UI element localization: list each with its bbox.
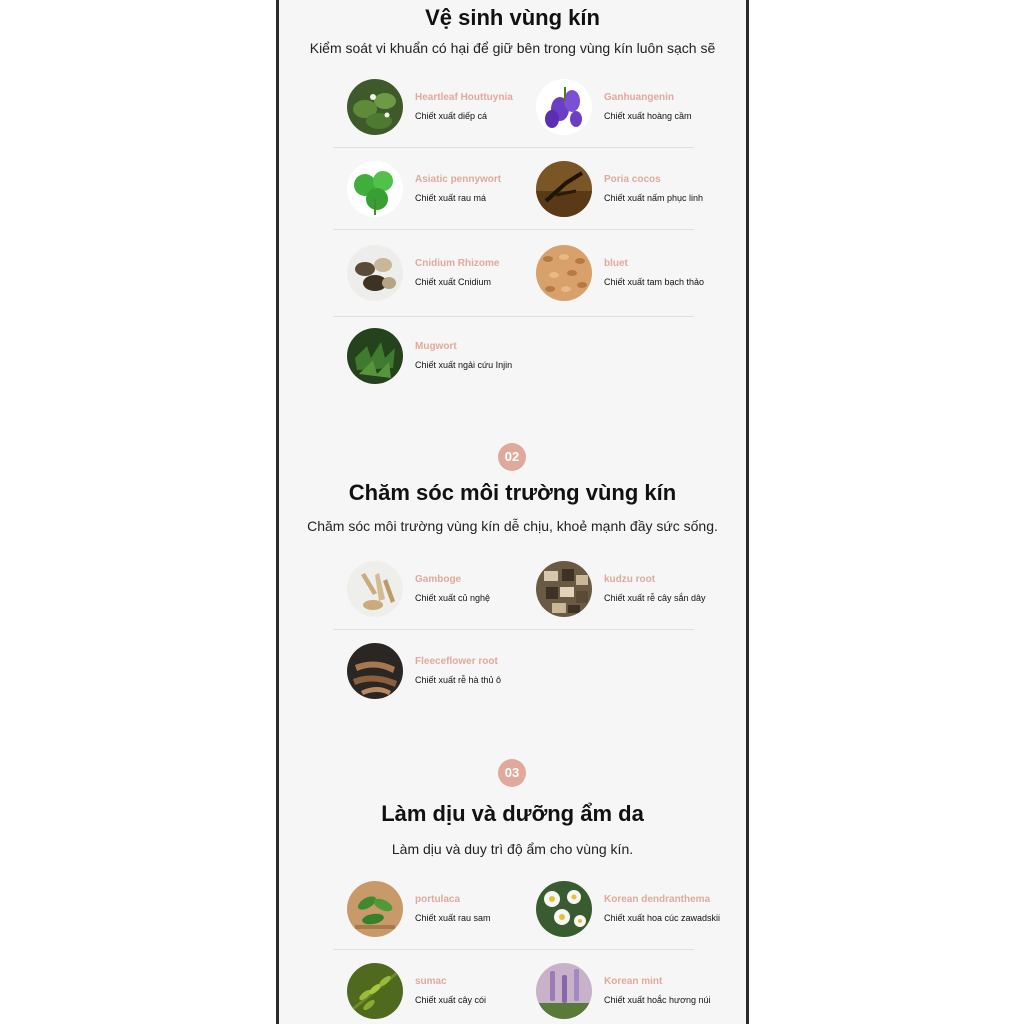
heartleaf-houttuynia-photo bbox=[347, 79, 403, 135]
korean-dendranthema-photo bbox=[536, 881, 592, 937]
section-1-subtitle: Kiểm soát vi khuẩn có hại để giữ bên trong vùng kín luôn sạch sẽ bbox=[309, 40, 716, 56]
ingredient-asiatic-pennywort bbox=[347, 161, 547, 219]
ingredient-desc: Chiết xuất rau sam bbox=[415, 913, 491, 923]
ingredient-name: sumac bbox=[415, 976, 447, 987]
ingredient-poria-cocos bbox=[536, 161, 736, 219]
ingredient-name: Fleeceflower root bbox=[415, 656, 498, 667]
section-3-subtitle: Làm dịu và duy trì độ ẩm cho vùng kín. bbox=[391, 841, 634, 857]
ingredient-name: Heartleaf Houttuynia bbox=[415, 92, 513, 103]
kudzu-root-photo bbox=[536, 561, 592, 617]
ingredient-desc: Chiết xuất tam bạch thảo bbox=[604, 277, 705, 287]
ingredient-sumac bbox=[347, 963, 547, 1021]
ingredient-desc: Chiết xuất rễ cây sắn dây bbox=[604, 593, 706, 603]
ingredient-name: Cnidium Rhizome bbox=[415, 258, 500, 269]
ingredient-ganhuangenin bbox=[536, 79, 736, 137]
ingredient-name: kudzu root bbox=[604, 574, 656, 585]
ingredient-desc: Chiết xuất diếp cá bbox=[415, 111, 488, 121]
ingredient-mugwort bbox=[347, 328, 547, 386]
ingredient-desc: Chiết xuất hoàng cầm bbox=[604, 111, 692, 121]
divider bbox=[333, 629, 694, 630]
divider bbox=[333, 147, 694, 148]
ingredient-korean-dendranthema bbox=[536, 881, 736, 939]
korean-mint-photo bbox=[536, 963, 592, 1019]
ingredient-portulaca bbox=[347, 881, 547, 939]
ingredient-heartleaf-houttuynia bbox=[347, 79, 547, 137]
ingredient-name: Korean dendranthema bbox=[604, 894, 711, 905]
ingredient-name: Gamboge bbox=[415, 574, 462, 585]
section-number-badge: 02 bbox=[498, 443, 526, 471]
bluet-photo bbox=[536, 245, 592, 301]
ganhuangenin-photo bbox=[536, 79, 592, 135]
ingredient-name: Asiatic pennywort bbox=[415, 174, 502, 185]
section-1-title: Vệ sinh vùng kín bbox=[425, 5, 600, 30]
ingredient-bluet bbox=[536, 245, 736, 303]
ingredient-name: bluet bbox=[604, 258, 628, 269]
ingredient-desc: Chiết xuất cây cói bbox=[415, 995, 487, 1005]
ingredient-desc: Chiết xuất rễ hà thủ ô bbox=[415, 675, 502, 685]
ingredient-desc: Chiết xuất nấm phục linh bbox=[604, 193, 704, 203]
ingredient-desc: Chiết xuất rau má bbox=[415, 193, 487, 203]
cnidium-rhizome-photo bbox=[347, 245, 403, 301]
fleeceflower-root-photo bbox=[347, 643, 403, 699]
ingredient-name: Poria cocos bbox=[604, 174, 661, 185]
ingredient-cnidium-rhizome bbox=[347, 245, 547, 303]
section-number-badge: 03 bbox=[498, 759, 526, 787]
asiatic-pennywort-photo bbox=[347, 161, 403, 217]
mugwort-photo bbox=[347, 328, 403, 384]
sumac-photo bbox=[347, 963, 403, 1019]
ingredient-korean-mint bbox=[536, 963, 736, 1021]
ingredient-desc: Chiết xuất củ nghệ bbox=[415, 593, 491, 603]
ingredient-name: Mugwort bbox=[415, 341, 457, 352]
ingredient-kudzu-root bbox=[536, 561, 736, 619]
ingredient-gamboge bbox=[347, 561, 547, 619]
ingredient-desc: Chiết xuất Cnidium bbox=[415, 277, 492, 287]
poria-cocos-photo bbox=[536, 161, 592, 217]
divider bbox=[333, 229, 694, 230]
portulaca-photo bbox=[347, 881, 403, 937]
divider bbox=[333, 949, 694, 950]
divider bbox=[333, 316, 694, 317]
ingredient-name: Ganhuangenin bbox=[604, 92, 674, 103]
ingredient-desc: Chiết xuất hoắc hương núi bbox=[604, 995, 711, 1005]
section-3-title: Làm dịu và dưỡng ẩm da bbox=[381, 801, 644, 826]
section-2-subtitle: Chăm sóc môi trường vùng kín dễ chịu, khoẻ mạnh đầy sức sống. bbox=[307, 518, 718, 534]
gamboge-photo bbox=[347, 561, 403, 617]
ingredients-page bbox=[276, 0, 749, 1024]
ingredient-name: Korean mint bbox=[604, 976, 663, 987]
ingredient-desc: Chiết xuất hoa cúc zawadskii bbox=[604, 913, 721, 923]
ingredient-name: portulaca bbox=[415, 894, 461, 905]
ingredient-desc: Chiết xuất ngải cứu Injin bbox=[415, 360, 513, 370]
ingredient-fleeceflower-root bbox=[347, 643, 547, 701]
section-2-title: Chăm sóc môi trường vùng kín bbox=[348, 480, 677, 505]
